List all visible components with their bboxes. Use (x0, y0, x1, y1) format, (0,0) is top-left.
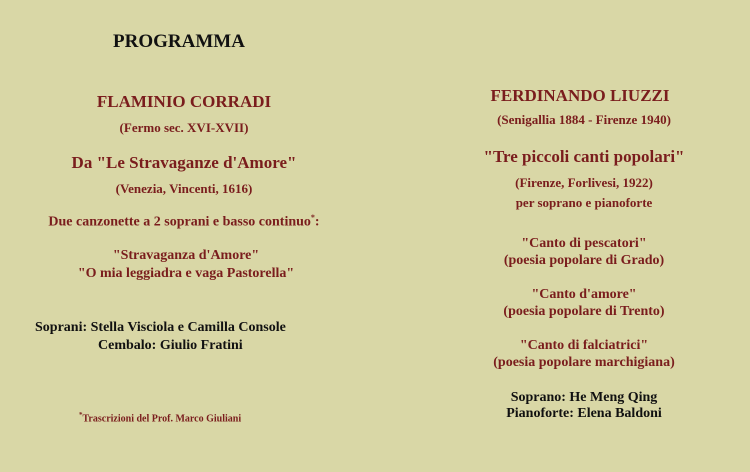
scoring-text: Due canzonette a 2 soprani e basso continuo (48, 214, 311, 230)
work-title: "Tre piccoli canti popolari" (483, 147, 685, 166)
scoring-colon: : (314, 214, 320, 230)
composer-name: FLAMINIO CORRADI (96, 92, 272, 111)
song-source: (poesia popolare marchigiana) (493, 355, 675, 370)
scoring-line (48, 214, 319, 230)
performer-line: Cembalo: Giulio Fratini (98, 338, 243, 353)
composer-info: (Senigallia 1884 - Firenze 1940) (497, 112, 671, 127)
footnote-marker: * (79, 411, 83, 419)
work-info: (Firenze, Forlivesi, 1922) (515, 175, 653, 190)
page-title: PROGRAMMA (113, 31, 245, 52)
work-info: (Venezia, Vincenti, 1616) (115, 181, 253, 196)
composer-name: FERDINANDO LIUZZI (490, 86, 670, 105)
song-title: "O mia leggiadra e vaga Pastorella" (77, 266, 295, 281)
performer-line: Soprano: He Meng Qing (510, 390, 658, 405)
song-source: (poesia popolare di Grado) (503, 253, 665, 268)
song-title: "Canto d'amore" (531, 287, 637, 302)
footnote (79, 412, 241, 424)
composer-info: (Fermo sec. XVI-XVII) (119, 120, 249, 135)
song-title: "Canto di falciatrici" (519, 338, 649, 353)
song-title: "Stravaganza d'Amore" (112, 248, 260, 263)
footnote-text: Trascrizioni del Prof. Marco Giuliani (82, 413, 242, 425)
work-title: Da "Le Stravaganze d'Amore" (71, 153, 297, 172)
footnote-marker: * (310, 213, 315, 222)
performer-line: Soprani: Stella Visciola e Camilla Console (35, 320, 286, 335)
performer-line: Pianoforte: Elena Baldoni (506, 406, 662, 421)
song-source: (poesia popolare di Trento) (503, 304, 665, 319)
song-title: "Canto di pescatori" (521, 236, 647, 251)
scoring-line: per soprano e pianoforte (515, 195, 653, 210)
